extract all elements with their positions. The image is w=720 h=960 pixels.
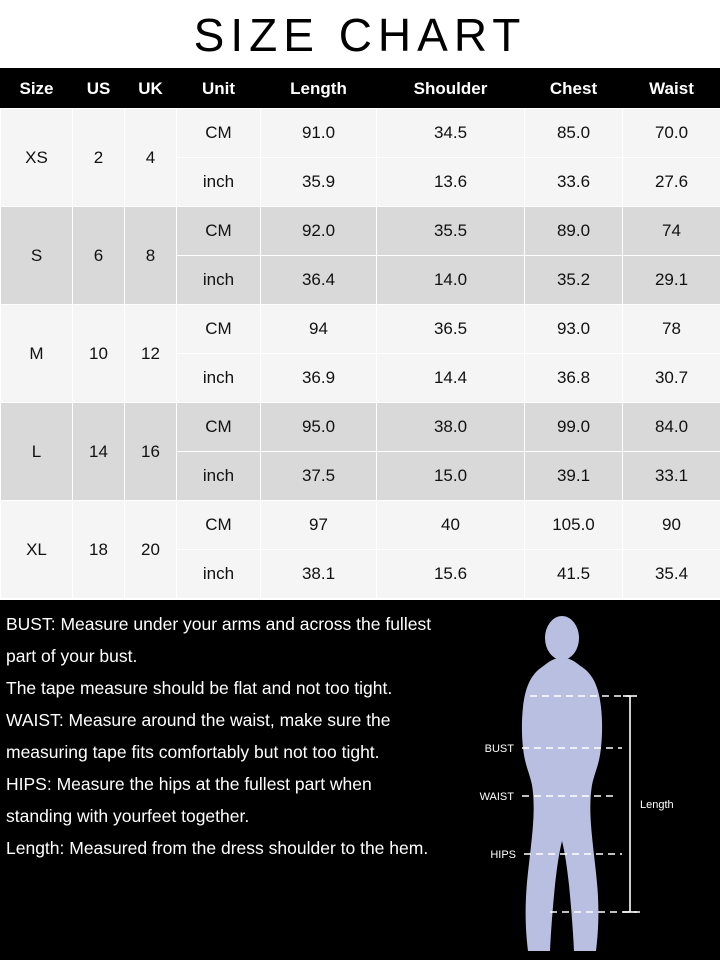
cell-shoulder: 35.5 <box>377 207 525 256</box>
cell-size: L <box>1 403 73 501</box>
cell-chest: 89.0 <box>525 207 623 256</box>
cell-uk: 12 <box>125 305 177 403</box>
cell-unit: CM <box>177 501 261 550</box>
cell-length: 37.5 <box>261 452 377 501</box>
table-header <box>1 69 720 109</box>
column-header-unit: Unit <box>177 69 261 109</box>
cell-waist: 33.1 <box>623 452 720 501</box>
cell-waist: 70.0 <box>623 109 720 158</box>
cell-length: 36.9 <box>261 354 377 403</box>
size-chart-table <box>0 68 720 599</box>
cell-chest: 105.0 <box>525 501 623 550</box>
note-tape: The tape measure should be flat and not too tight. <box>6 678 393 698</box>
cell-unit: inch <box>177 452 261 501</box>
figure-label-bust: BUST <box>484 743 514 755</box>
cell-unit: CM <box>177 403 261 452</box>
cell-chest: 41.5 <box>525 550 623 599</box>
cell-waist: 84.0 <box>623 403 720 452</box>
page-title: SIZE CHART <box>193 9 527 61</box>
table-header-row <box>1 69 720 109</box>
cell-waist: 27.6 <box>623 158 720 207</box>
cell-shoulder: 40 <box>377 501 525 550</box>
measurement-figure <box>440 600 720 960</box>
cell-length: 91.0 <box>261 109 377 158</box>
cell-uk: 20 <box>125 501 177 599</box>
female-silhouette-icon <box>440 600 720 960</box>
figure-label-length: Length <box>640 799 674 811</box>
cell-unit: CM <box>177 305 261 354</box>
cell-us: 2 <box>73 109 125 207</box>
cell-chest: 85.0 <box>525 109 623 158</box>
cell-length: 97 <box>261 501 377 550</box>
cell-chest: 36.8 <box>525 354 623 403</box>
note-waist: WAIST: Measure around the waist, make sure the measuring tape fits comfortably but not too tight. <box>6 710 391 762</box>
table-body <box>1 109 720 599</box>
cell-waist: 90 <box>623 501 720 550</box>
cell-length: 38.1 <box>261 550 377 599</box>
cell-unit: inch <box>177 354 261 403</box>
cell-us: 18 <box>73 501 125 599</box>
figure-label-waist: WAIST <box>479 791 514 803</box>
cell-us: 14 <box>73 403 125 501</box>
note-length: Length: Measured from the dress shoulder to the hem. <box>6 838 429 858</box>
cell-waist: 35.4 <box>623 550 720 599</box>
note-bust: BUST: Measure under your arms and across the fullest part of your bust. <box>6 614 432 666</box>
cell-size: M <box>1 305 73 403</box>
table-row <box>1 403 720 452</box>
table-row <box>1 109 720 158</box>
cell-shoulder: 14.0 <box>377 256 525 305</box>
cell-size: XS <box>1 109 73 207</box>
cell-size: XL <box>1 501 73 599</box>
column-header-size: Size <box>1 69 73 109</box>
cell-length: 36.4 <box>261 256 377 305</box>
column-header-waist: Waist <box>623 69 720 109</box>
cell-length: 35.9 <box>261 158 377 207</box>
cell-waist: 74 <box>623 207 720 256</box>
column-header-us: US <box>73 69 125 109</box>
cell-unit: inch <box>177 550 261 599</box>
cell-uk: 4 <box>125 109 177 207</box>
cell-unit: CM <box>177 109 261 158</box>
cell-length: 95.0 <box>261 403 377 452</box>
measurement-notes <box>0 600 440 960</box>
cell-length: 92.0 <box>261 207 377 256</box>
cell-us: 6 <box>73 207 125 305</box>
measurement-instructions-section <box>0 600 720 960</box>
cell-waist: 30.7 <box>623 354 720 403</box>
figure-label-hips: HIPS <box>490 849 516 861</box>
cell-shoulder: 38.0 <box>377 403 525 452</box>
cell-shoulder: 34.5 <box>377 109 525 158</box>
table-row <box>1 305 720 354</box>
note-hips: HIPS: Measure the hips at the fullest part when standing with yourfeet together. <box>6 774 372 826</box>
cell-us: 10 <box>73 305 125 403</box>
column-header-uk: UK <box>125 69 177 109</box>
cell-shoulder: 15.6 <box>377 550 525 599</box>
column-header-length: Length <box>261 69 377 109</box>
cell-unit: inch <box>177 256 261 305</box>
cell-chest: 39.1 <box>525 452 623 501</box>
table-row <box>1 501 720 550</box>
cell-shoulder: 15.0 <box>377 452 525 501</box>
cell-shoulder: 13.6 <box>377 158 525 207</box>
cell-waist: 78 <box>623 305 720 354</box>
column-header-chest: Chest <box>525 69 623 109</box>
table-row <box>1 207 720 256</box>
cell-unit: inch <box>177 158 261 207</box>
cell-size: S <box>1 207 73 305</box>
cell-unit: CM <box>177 207 261 256</box>
cell-shoulder: 36.5 <box>377 305 525 354</box>
cell-length: 94 <box>261 305 377 354</box>
cell-chest: 99.0 <box>525 403 623 452</box>
cell-waist: 29.1 <box>623 256 720 305</box>
cell-uk: 16 <box>125 403 177 501</box>
column-header-shoulder: Shoulder <box>377 69 525 109</box>
cell-uk: 8 <box>125 207 177 305</box>
cell-chest: 35.2 <box>525 256 623 305</box>
cell-shoulder: 14.4 <box>377 354 525 403</box>
cell-chest: 33.6 <box>525 158 623 207</box>
cell-chest: 93.0 <box>525 305 623 354</box>
